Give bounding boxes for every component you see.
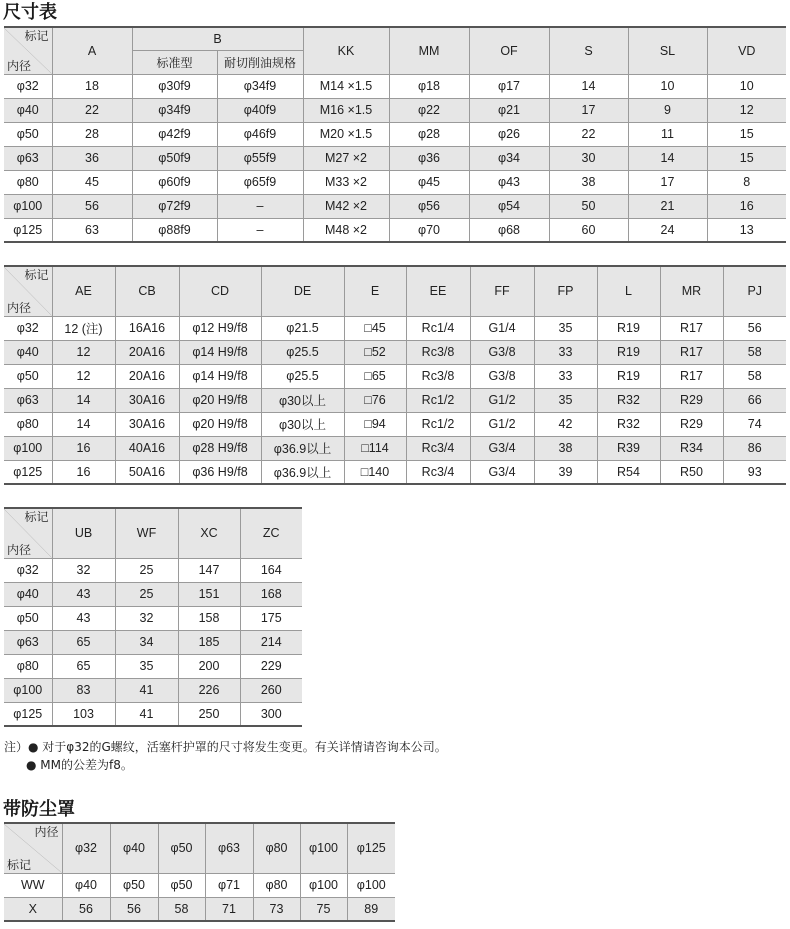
- table-cell: 43: [52, 582, 115, 606]
- row-label-cell: φ40: [4, 582, 52, 606]
- column-header: MR: [660, 266, 723, 316]
- table-cell: 8: [707, 170, 786, 194]
- table-row: [4, 582, 302, 606]
- table-cell: 38: [549, 170, 628, 194]
- table-cell: 58: [158, 897, 205, 921]
- table-cell: φ36.9以上: [261, 436, 344, 460]
- table-cell: φ20 H9/f8: [179, 412, 261, 436]
- row-label-cell: φ63: [4, 388, 52, 412]
- table-cell: 35: [115, 654, 178, 678]
- table-cell: R54: [597, 460, 660, 484]
- table-row: [4, 218, 786, 242]
- row-label-cell: φ100: [4, 436, 52, 460]
- table-cell: 16: [52, 460, 115, 484]
- table-cell: 86: [723, 436, 786, 460]
- table-cell: φ100: [300, 873, 347, 897]
- table-cell: 65: [52, 654, 115, 678]
- table-cell: 17: [549, 98, 628, 122]
- table-cell: □140: [344, 460, 406, 484]
- table-cell: φ14 H9/f8: [179, 364, 261, 388]
- row-label-cell: φ80: [4, 170, 52, 194]
- corner-label-mark: 标记: [24, 268, 49, 282]
- table-cell: φ100: [347, 873, 395, 897]
- column-header: CD: [179, 266, 261, 316]
- table-row: [4, 678, 302, 702]
- table-cell: 250: [178, 702, 240, 726]
- table-cell: 66: [723, 388, 786, 412]
- table1-corner-header: [4, 27, 52, 74]
- table-cell: 14: [52, 412, 115, 436]
- table-row: [4, 606, 302, 630]
- row-label-cell: φ40: [4, 98, 52, 122]
- table-cell: 74: [723, 412, 786, 436]
- table-cell: R32: [597, 412, 660, 436]
- table-cell: 22: [549, 122, 628, 146]
- table-cell: φ30以上: [261, 412, 344, 436]
- table-cell: G1/2: [470, 412, 534, 436]
- table-cell: G3/8: [470, 364, 534, 388]
- corner-label-mark: 标记: [24, 29, 49, 43]
- table-cell: 60: [549, 218, 628, 242]
- table-row: [4, 98, 786, 122]
- row-label-cell: φ100: [4, 194, 52, 218]
- table-cell: G1/4: [470, 316, 534, 340]
- table-cell: □65: [344, 364, 406, 388]
- table-cell: 40A16: [115, 436, 179, 460]
- table-cell: 30A16: [115, 388, 179, 412]
- table-cell: φ65f9: [217, 170, 303, 194]
- table-cell: R17: [660, 316, 723, 340]
- table-cell: φ88f9: [132, 218, 217, 242]
- table-cell: φ21: [469, 98, 549, 122]
- table-cell: R39: [597, 436, 660, 460]
- table-cell: Rc3/8: [406, 340, 470, 364]
- table-cell: 56: [723, 316, 786, 340]
- footnote-line: ● MM的公差为f8。: [26, 758, 133, 772]
- table-row: [4, 316, 786, 340]
- table-cell: 12: [52, 364, 115, 388]
- table-cell: 71: [205, 897, 253, 921]
- table-row: [4, 654, 302, 678]
- table-cell: φ20 H9/f8: [179, 388, 261, 412]
- table4-corner-header: [4, 823, 62, 873]
- row-label-cell: φ100: [4, 678, 52, 702]
- footnotes: [4, 738, 447, 774]
- table-cell: 185: [178, 630, 240, 654]
- table-cell: φ34: [469, 146, 549, 170]
- table-cell: –: [217, 218, 303, 242]
- table-cell: φ21.5: [261, 316, 344, 340]
- row-label-cell: φ40: [4, 340, 52, 364]
- table-cell: □45: [344, 316, 406, 340]
- column-header: φ50: [158, 823, 205, 873]
- table-cell: 229: [240, 654, 302, 678]
- table-cell: 15: [707, 146, 786, 170]
- row-label-cell: φ50: [4, 606, 52, 630]
- table-cell: φ71: [205, 873, 253, 897]
- table-cell: φ30f9: [132, 74, 217, 98]
- row-label-cell: φ80: [4, 654, 52, 678]
- row-label-cell: WW: [4, 873, 62, 897]
- column-header: CB: [115, 266, 179, 316]
- table-cell: R17: [660, 364, 723, 388]
- column-subheader-standard: 标准型: [132, 50, 217, 74]
- table-cell: 214: [240, 630, 302, 654]
- table-cell: 103: [52, 702, 115, 726]
- table-cell: φ45: [389, 170, 469, 194]
- table-cell: R50: [660, 460, 723, 484]
- row-label-cell: φ32: [4, 316, 52, 340]
- table-cell: φ60f9: [132, 170, 217, 194]
- table-cell: R34: [660, 436, 723, 460]
- column-header: VD: [707, 27, 786, 74]
- corner-label-mark: 标记: [7, 857, 32, 872]
- table-cell: 14: [549, 74, 628, 98]
- table-cell: M42 ×2: [303, 194, 389, 218]
- table-cell: φ12 H9/f8: [179, 316, 261, 340]
- table-cell: 20A16: [115, 364, 179, 388]
- column-header: WF: [115, 508, 178, 558]
- table-cell: R19: [597, 316, 660, 340]
- table-cell: 12: [52, 340, 115, 364]
- table-cell: M27 ×2: [303, 146, 389, 170]
- table-cell: 93: [723, 460, 786, 484]
- column-header: ZC: [240, 508, 302, 558]
- table-row: [4, 388, 786, 412]
- table-cell: 14: [52, 388, 115, 412]
- table-cell: φ50: [110, 873, 158, 897]
- table-cell: Rc1/4: [406, 316, 470, 340]
- table-row: [4, 74, 786, 98]
- table-cell: 30: [549, 146, 628, 170]
- table-cell: G3/4: [470, 436, 534, 460]
- table-cell: φ34f9: [217, 74, 303, 98]
- row-label-cell: φ63: [4, 630, 52, 654]
- table-row: [4, 364, 786, 388]
- table-cell: Rc1/2: [406, 388, 470, 412]
- table-cell: φ25.5: [261, 340, 344, 364]
- table-cell: 226: [178, 678, 240, 702]
- table-cell: φ26: [469, 122, 549, 146]
- column-header: L: [597, 266, 660, 316]
- table-cell: 25: [115, 582, 178, 606]
- table-cell: φ56: [389, 194, 469, 218]
- table-cell: 50: [549, 194, 628, 218]
- table-cell: G1/2: [470, 388, 534, 412]
- column-header: φ40: [110, 823, 158, 873]
- row-label-cell: φ80: [4, 412, 52, 436]
- table-cell: φ34f9: [132, 98, 217, 122]
- table-row: [4, 122, 786, 146]
- table-row: [4, 436, 786, 460]
- table-cell: 15: [707, 122, 786, 146]
- row-label-cell: φ50: [4, 122, 52, 146]
- table2-corner-header: [4, 266, 52, 316]
- table-cell: φ18: [389, 74, 469, 98]
- table-row: [4, 558, 302, 582]
- row-label-cell: φ63: [4, 146, 52, 170]
- table-cell: φ36.9以上: [261, 460, 344, 484]
- column-header-b: B: [132, 27, 303, 50]
- table-cell: φ50: [158, 873, 205, 897]
- table-cell: 75: [300, 897, 347, 921]
- column-header: φ32: [62, 823, 110, 873]
- table-cell: M16 ×1.5: [303, 98, 389, 122]
- row-label-cell: X: [4, 897, 62, 921]
- table-cell: M14 ×1.5: [303, 74, 389, 98]
- table-cell: φ50f9: [132, 146, 217, 170]
- table-cell: 42: [534, 412, 597, 436]
- column-header: φ63: [205, 823, 253, 873]
- table-cell: 89: [347, 897, 395, 921]
- row-label-cell: φ125: [4, 218, 52, 242]
- boot-dimensions-table: [4, 822, 395, 922]
- table-cell: 17: [628, 170, 707, 194]
- table-cell: 25: [115, 558, 178, 582]
- table-cell: 30A16: [115, 412, 179, 436]
- table-cell: 45: [52, 170, 132, 194]
- table-cell: φ30以上: [261, 388, 344, 412]
- table-cell: 22: [52, 98, 132, 122]
- table-cell: 151: [178, 582, 240, 606]
- table-cell: φ40f9: [217, 98, 303, 122]
- table-cell: 35: [534, 388, 597, 412]
- table-cell: 41: [115, 702, 178, 726]
- table-cell: 38: [534, 436, 597, 460]
- table-cell: φ28 H9/f8: [179, 436, 261, 460]
- table-cell: φ54: [469, 194, 549, 218]
- table-row: [4, 873, 395, 897]
- table-cell: R32: [597, 388, 660, 412]
- table-cell: 10: [628, 74, 707, 98]
- corner-label-mark: 标记: [24, 510, 49, 524]
- table-cell: R17: [660, 340, 723, 364]
- table-cell: 164: [240, 558, 302, 582]
- table-cell: 33: [534, 340, 597, 364]
- table-cell: 83: [52, 678, 115, 702]
- table-row: [4, 194, 786, 218]
- row-label-cell: φ32: [4, 558, 52, 582]
- table-cell: Rc1/2: [406, 412, 470, 436]
- table-cell: 11: [628, 122, 707, 146]
- table-cell: □76: [344, 388, 406, 412]
- table-cell: 14: [628, 146, 707, 170]
- table-cell: 21: [628, 194, 707, 218]
- column-header: EE: [406, 266, 470, 316]
- table-cell: 65: [52, 630, 115, 654]
- table-cell: 56: [110, 897, 158, 921]
- table-cell: 41: [115, 678, 178, 702]
- table-row: [4, 897, 395, 921]
- footnote-line: 注）● 对于φ32的G螺纹，活塞杆护罩的尺寸将发生变更。有关详情请咨询本公司。: [4, 740, 447, 754]
- column-header: KK: [303, 27, 389, 74]
- corner-label-bore: 内径: [7, 300, 32, 315]
- table-cell: □52: [344, 340, 406, 364]
- column-header: FF: [470, 266, 534, 316]
- table-cell: 18: [52, 74, 132, 98]
- table-cell: 260: [240, 678, 302, 702]
- column-header: φ100: [300, 823, 347, 873]
- table-cell: R29: [660, 388, 723, 412]
- table-cell: 16: [52, 436, 115, 460]
- row-label-cell: φ50: [4, 364, 52, 388]
- table-cell: 32: [115, 606, 178, 630]
- column-subheader-coolant-resistant: 耐切削油规格: [217, 50, 303, 74]
- table-cell: 56: [62, 897, 110, 921]
- table-cell: φ46f9: [217, 122, 303, 146]
- column-header: SL: [628, 27, 707, 74]
- column-header-a: A: [52, 27, 132, 74]
- dimensions-table-1: [4, 26, 786, 243]
- column-header: XC: [178, 508, 240, 558]
- table-cell: φ36 H9/f8: [179, 460, 261, 484]
- table-cell: 16A16: [115, 316, 179, 340]
- corner-label-bore: 内径: [7, 58, 32, 73]
- table-cell: G3/8: [470, 340, 534, 364]
- column-header: DE: [261, 266, 344, 316]
- table-cell: 36: [52, 146, 132, 170]
- table-cell: 50A16: [115, 460, 179, 484]
- table-cell: R29: [660, 412, 723, 436]
- table-cell: φ17: [469, 74, 549, 98]
- row-label-cell: φ125: [4, 460, 52, 484]
- table-cell: φ25.5: [261, 364, 344, 388]
- table-row: [4, 460, 786, 484]
- dimensions-table-2: [4, 265, 786, 485]
- table-cell: R19: [597, 340, 660, 364]
- table-row: [4, 170, 786, 194]
- table-cell: 58: [723, 340, 786, 364]
- table-cell: φ70: [389, 218, 469, 242]
- column-header: PJ: [723, 266, 786, 316]
- corner-label-bore: 内径: [7, 542, 32, 557]
- table-row: [4, 340, 786, 364]
- table-cell: φ68: [469, 218, 549, 242]
- dimensions-table-3: [4, 507, 302, 727]
- table-cell: φ55f9: [217, 146, 303, 170]
- column-header: OF: [469, 27, 549, 74]
- table-cell: 58: [723, 364, 786, 388]
- table-cell: φ14 H9/f8: [179, 340, 261, 364]
- table-cell: φ28: [389, 122, 469, 146]
- table-cell: φ43: [469, 170, 549, 194]
- table-cell: φ36: [389, 146, 469, 170]
- table-cell: 39: [534, 460, 597, 484]
- table-row: [4, 630, 302, 654]
- table-cell: 35: [534, 316, 597, 340]
- table-cell: 10: [707, 74, 786, 98]
- table-row: [4, 146, 786, 170]
- column-header: MM: [389, 27, 469, 74]
- table-cell: 175: [240, 606, 302, 630]
- row-label-cell: φ32: [4, 74, 52, 98]
- table-cell: □114: [344, 436, 406, 460]
- column-header: E: [344, 266, 406, 316]
- table-cell: 63: [52, 218, 132, 242]
- table-cell: M33 ×2: [303, 170, 389, 194]
- table-row: [4, 702, 302, 726]
- table-cell: Rc3/8: [406, 364, 470, 388]
- table-cell: 13: [707, 218, 786, 242]
- table-cell: R19: [597, 364, 660, 388]
- column-header: φ125: [347, 823, 395, 873]
- table-cell: M48 ×2: [303, 218, 389, 242]
- table-cell: M20 ×1.5: [303, 122, 389, 146]
- table-cell: 200: [178, 654, 240, 678]
- table-cell: –: [217, 194, 303, 218]
- table-cell: □94: [344, 412, 406, 436]
- column-header: UB: [52, 508, 115, 558]
- column-header: φ80: [253, 823, 300, 873]
- table-cell: 20A16: [115, 340, 179, 364]
- table-cell: φ40: [62, 873, 110, 897]
- column-header: FP: [534, 266, 597, 316]
- table-cell: 33: [534, 364, 597, 388]
- table-cell: 43: [52, 606, 115, 630]
- table-cell: 300: [240, 702, 302, 726]
- row-label-cell: φ125: [4, 702, 52, 726]
- column-header: AE: [52, 266, 115, 316]
- table-cell: φ72f9: [132, 194, 217, 218]
- corner-label-bore: 内径: [34, 825, 59, 839]
- table-cell: Rc3/4: [406, 460, 470, 484]
- table-cell: 56: [52, 194, 132, 218]
- table-cell: φ42f9: [132, 122, 217, 146]
- table-cell: 12: [707, 98, 786, 122]
- table-cell: 34: [115, 630, 178, 654]
- table-cell: 9: [628, 98, 707, 122]
- table-cell: 16: [707, 194, 786, 218]
- table-cell: 32: [52, 558, 115, 582]
- table-row: [4, 412, 786, 436]
- table-cell: φ80: [253, 873, 300, 897]
- table-cell: 24: [628, 218, 707, 242]
- table3-corner-header: [4, 508, 52, 558]
- section-title-dimensions: 尺寸表: [3, 2, 57, 23]
- table-cell: G3/4: [470, 460, 534, 484]
- table-cell: 73: [253, 897, 300, 921]
- column-header: S: [549, 27, 628, 74]
- table-cell: 158: [178, 606, 240, 630]
- section-title-with-boot: 带防尘罩: [3, 799, 75, 820]
- table-cell: 168: [240, 582, 302, 606]
- table-cell: 147: [178, 558, 240, 582]
- table-cell: 28: [52, 122, 132, 146]
- table-cell: 12 (注): [52, 316, 115, 340]
- table-cell: φ22: [389, 98, 469, 122]
- table-cell: Rc3/4: [406, 436, 470, 460]
